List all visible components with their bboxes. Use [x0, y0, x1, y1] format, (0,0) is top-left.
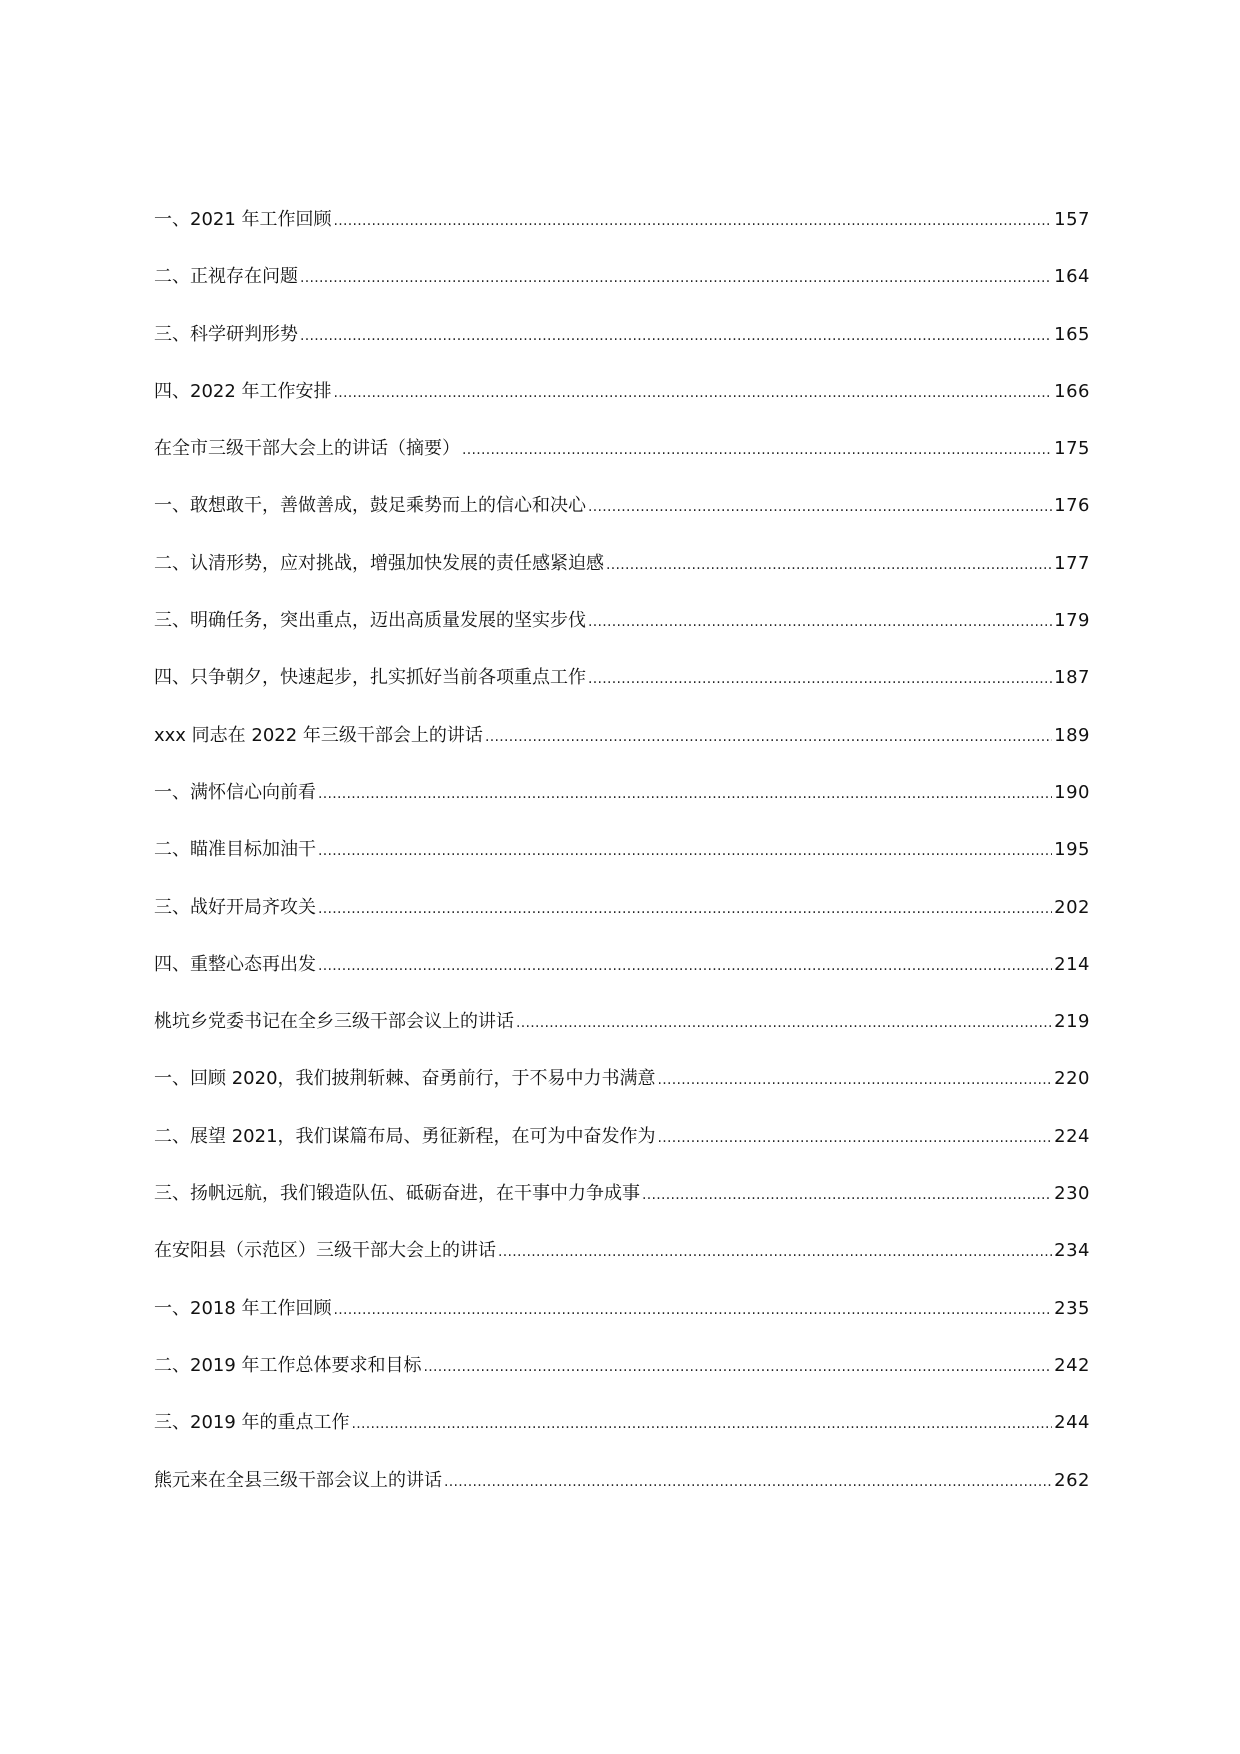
toc-entry-title: 三、明确任务，突出重点，迈出高质量发展的坚实步伐: [154, 610, 586, 632]
toc-entry[interactable]: [154, 953, 1090, 1010]
dot-leader: [318, 897, 1052, 921]
toc-entry[interactable]: [154, 1182, 1090, 1239]
toc-entry-title: 一、回顾 2020，我们披荆斩棘、奋勇前行，于不易中力书满意: [154, 1068, 656, 1090]
toc-entry-page-number: 244: [1054, 1412, 1090, 1434]
toc-entry-title: 四、2022 年工作安排: [154, 380, 332, 402]
toc-entry-page-number: 234: [1054, 1240, 1090, 1262]
toc-entry-page-number: 242: [1054, 1354, 1090, 1376]
toc-entry-page-number: 235: [1054, 1297, 1090, 1319]
table-of-contents: [154, 208, 1090, 1526]
dot-leader: [462, 438, 1052, 462]
toc-entry-page-number: 190: [1054, 781, 1090, 803]
dot-leader: [588, 610, 1052, 634]
dot-leader: [498, 1240, 1052, 1264]
toc-entry[interactable]: [154, 208, 1090, 265]
toc-entry-page-number: 165: [1054, 323, 1090, 345]
toc-entry-page-number: 164: [1054, 266, 1090, 288]
dot-leader: [444, 1470, 1052, 1494]
toc-entry-title: 一、满怀信心向前看: [154, 781, 316, 803]
toc-entry[interactable]: [154, 437, 1090, 494]
dot-leader: [318, 954, 1052, 978]
toc-entry-title: 二、展望 2021，我们谋篇布局、勇征新程，在可为中奋发作为: [154, 1125, 656, 1147]
toc-entry-title: 二、2019 年工作总体要求和目标: [154, 1354, 422, 1376]
toc-entry[interactable]: [154, 1125, 1090, 1182]
toc-entry[interactable]: [154, 1469, 1090, 1526]
toc-entry-page-number: 157: [1054, 209, 1090, 230]
toc-entry-title: 在安阳县（示范区）三级干部大会上的讲话: [154, 1240, 496, 1262]
dot-leader: [658, 1126, 1053, 1150]
toc-entry-title: 熊元来在全县三级干部会议上的讲话: [154, 1469, 442, 1491]
toc-entry-title: 三、2019 年的重点工作: [154, 1412, 350, 1434]
toc-entry[interactable]: [154, 323, 1090, 380]
toc-entry[interactable]: [154, 781, 1090, 838]
dot-leader: [588, 667, 1052, 691]
toc-entry-title: 三、战好开局齐攻关: [154, 896, 316, 918]
toc-entry-title: 三、扬帆远航，我们锻造队伍、砥砺奋进，在干事中力争成事: [154, 1183, 640, 1205]
toc-entry-page-number: 214: [1054, 953, 1090, 975]
toc-entry[interactable]: [154, 724, 1090, 781]
toc-entry-page-number: 219: [1054, 1011, 1090, 1033]
toc-entry-title: 一、2021 年工作回顾: [154, 209, 332, 230]
dot-leader: [642, 1183, 1052, 1207]
toc-entry-page-number: 176: [1054, 495, 1090, 517]
dot-leader: [300, 266, 1052, 290]
toc-entry-page-number: 220: [1054, 1068, 1090, 1090]
dot-leader: [588, 495, 1052, 519]
dot-leader: [352, 1412, 1053, 1436]
toc-entry-title: 二、瞄准目标加油干: [154, 839, 316, 861]
toc-entry[interactable]: [154, 1010, 1090, 1067]
toc-entry[interactable]: [154, 666, 1090, 723]
toc-entry-title: 在全市三级干部大会上的讲话（摘要）: [154, 438, 460, 460]
dot-leader: [318, 839, 1052, 863]
toc-entry-page-number: 177: [1054, 552, 1090, 574]
toc-entry[interactable]: [154, 1239, 1090, 1296]
toc-entry-page-number: 189: [1054, 724, 1090, 746]
toc-entry[interactable]: [154, 896, 1090, 953]
toc-entry-page-number: 262: [1054, 1469, 1090, 1491]
toc-entry[interactable]: [154, 1297, 1090, 1354]
dot-leader: [318, 782, 1052, 806]
dot-leader: [334, 1298, 1053, 1322]
toc-entry-page-number: 175: [1054, 438, 1090, 460]
dot-leader: [516, 1011, 1052, 1035]
toc-entry-title: 三、科学研判形势: [154, 323, 298, 345]
dot-leader: [334, 381, 1053, 405]
toc-entry-title: 四、只争朝夕，快速起步，扎实抓好当前各项重点工作: [154, 667, 586, 689]
toc-entry-title: 二、认清形势，应对挑战，增强加快发展的责任感紧迫感: [154, 552, 604, 574]
dot-leader: [485, 725, 1052, 749]
toc-entry-page-number: 187: [1054, 667, 1090, 689]
toc-entry[interactable]: [154, 552, 1090, 609]
toc-entry[interactable]: [154, 1354, 1090, 1411]
toc-entry-title: xxx 同志在 2022 年三级干部会上的讲话: [154, 724, 483, 746]
toc-entry[interactable]: [154, 494, 1090, 551]
dot-leader: [658, 1068, 1053, 1092]
toc-entry-page-number: 166: [1054, 380, 1090, 402]
toc-entry[interactable]: [154, 609, 1090, 666]
toc-entry-title: 一、敢想敢干，善做善成，鼓足乘势而上的信心和决心: [154, 495, 586, 517]
dot-leader: [334, 209, 1053, 233]
toc-entry[interactable]: [154, 1067, 1090, 1124]
toc-entry-page-number: 224: [1054, 1125, 1090, 1147]
toc-entry-page-number: 230: [1054, 1183, 1090, 1205]
toc-entry-page-number: 202: [1054, 896, 1090, 918]
toc-entry[interactable]: [154, 380, 1090, 437]
dot-leader: [300, 324, 1052, 348]
toc-entry-title: 四、重整心态再出发: [154, 953, 316, 975]
toc-entry[interactable]: [154, 838, 1090, 895]
toc-entry[interactable]: [154, 1411, 1090, 1468]
dot-leader: [424, 1355, 1053, 1379]
toc-entry[interactable]: [154, 265, 1090, 322]
toc-entry-page-number: 195: [1054, 839, 1090, 861]
toc-entry-title: 一、2018 年工作回顾: [154, 1297, 332, 1319]
toc-entry-title: 桃坑乡党委书记在全乡三级干部会议上的讲话: [154, 1011, 514, 1033]
toc-entry-page-number: 179: [1054, 610, 1090, 632]
toc-entry-title: 二、正视存在问题: [154, 266, 298, 288]
dot-leader: [606, 553, 1052, 577]
